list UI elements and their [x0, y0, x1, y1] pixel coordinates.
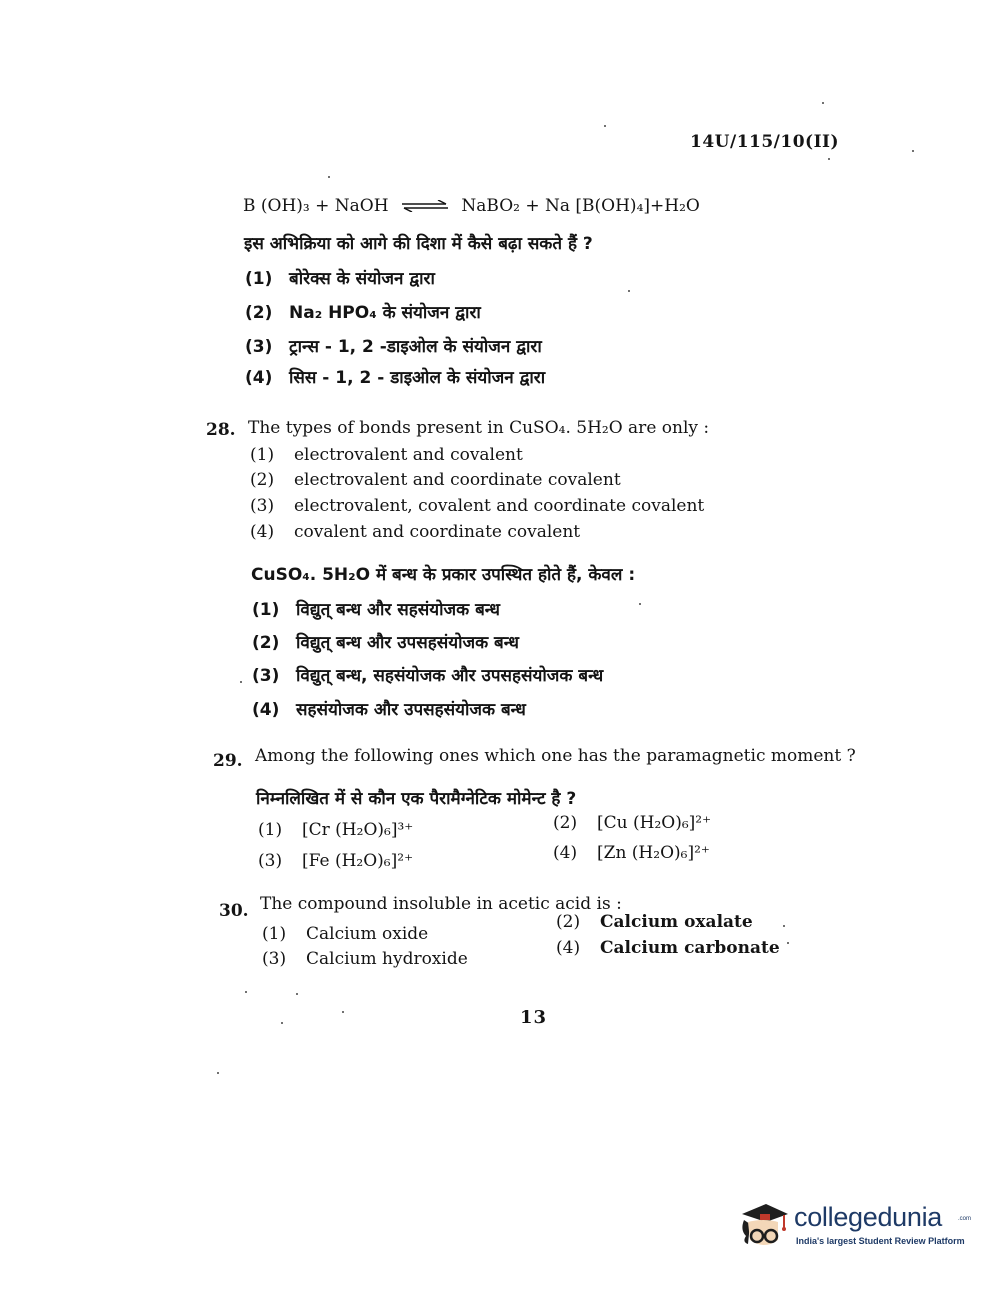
- q30-option-2: [556, 912, 753, 932]
- q28-option-en-4: [250, 522, 580, 542]
- option-text: electrovalent and covalent: [294, 445, 523, 465]
- option-number: (3): [258, 851, 283, 871]
- option-number: (1): [262, 924, 287, 944]
- q29-option-3: [258, 851, 413, 871]
- q27-equation: [243, 196, 700, 217]
- q27-option-3: [245, 334, 542, 357]
- option-number: (3): [262, 949, 287, 969]
- scan-speck: [822, 102, 824, 104]
- scan-speck: [628, 290, 630, 292]
- option-text: बोरेक्स के संयोजन द्वारा: [289, 269, 435, 289]
- scan-speck: [296, 993, 298, 995]
- q28-option-en-1: [250, 445, 523, 465]
- q28-option-hi-1: [252, 597, 500, 620]
- logo-tagline: India's largest Student Review Platform: [796, 1236, 965, 1246]
- option-text: सिस - 1, 2 - डाइओल के संयोजन द्वारा: [289, 368, 546, 388]
- equilibrium-arrow-icon: [400, 197, 450, 217]
- q29-option-4: [553, 843, 710, 863]
- q29-option-1: [258, 820, 413, 840]
- option-number: (2): [250, 470, 275, 490]
- q28-option-hi-2: [252, 630, 519, 653]
- q30-option-4: [556, 938, 780, 958]
- option-text: विद्युत् बन्ध, सहसंयोजक और उपसहसंयोजक बन्ध: [296, 666, 604, 686]
- collegedunia-logo: [736, 1196, 972, 1260]
- q30-option-1: [262, 924, 428, 944]
- q28-option-hi-3: [252, 663, 603, 686]
- scan-speck: [783, 925, 785, 927]
- q28-number: 28.: [206, 420, 236, 440]
- option-number: (2): [252, 633, 280, 653]
- scan-speck: [639, 603, 641, 605]
- option-text: सहसंयोजक और उपसहसंयोजक बन्ध: [296, 700, 526, 720]
- option-number: (4): [252, 700, 280, 720]
- option-text: ट्रान्स - 1, 2 -डाइओल के संयोजन द्वारा: [289, 337, 542, 357]
- option-text: electrovalent and coordinate covalent: [294, 470, 621, 490]
- scan-speck: [281, 1022, 283, 1024]
- option-text: [Cu (H₂O)₆]²⁺: [597, 813, 712, 833]
- q30-option-3: [262, 949, 468, 969]
- option-number: (3): [245, 337, 273, 357]
- option-text: electrovalent, covalent and coordinate covalent: [294, 496, 705, 516]
- q27-option-2: [245, 300, 481, 323]
- page-number: 13: [520, 1007, 548, 1028]
- paper-code: 14U/115/10(II): [690, 132, 840, 152]
- option-text: विद्युत् बन्ध और सहसंयोजक बन्ध: [296, 600, 500, 620]
- scan-speck: [328, 176, 330, 178]
- option-text: Calcium oxalate: [600, 912, 753, 932]
- scan-speck: [604, 125, 606, 127]
- option-number: (3): [252, 666, 280, 686]
- option-number: (3): [250, 496, 275, 516]
- option-text: [Cr (H₂O)₆]³⁺: [302, 820, 414, 840]
- option-text: Calcium carbonate: [600, 938, 780, 958]
- q30-number: 30.: [219, 901, 249, 921]
- option-number: (1): [250, 445, 275, 465]
- q28-question-english: The types of bonds present in CuSO₄. 5H₂O are only :: [248, 418, 710, 438]
- option-number: (4): [556, 938, 581, 958]
- option-number: (2): [553, 813, 578, 833]
- student-mascot-icon: [736, 1200, 790, 1256]
- option-text: covalent and coordinate covalent: [294, 522, 581, 542]
- option-number: (2): [245, 303, 273, 323]
- option-number: (1): [245, 269, 273, 289]
- scan-speck: [240, 681, 242, 683]
- scan-speck: [787, 942, 789, 944]
- q28-question-hindi: CuSO₄. 5H₂O में बन्ध के प्रकार उपस्थित होते हैं, केवल :: [251, 565, 636, 585]
- scan-speck: [912, 150, 914, 152]
- scan-speck: [828, 158, 830, 160]
- q29-question-english: Among the following ones which one has the paramagnetic moment ?: [255, 746, 856, 766]
- q27-option-4: [245, 365, 545, 388]
- q27-equation-right: NaBO₂ + Na [B(OH)₄]+H₂O: [461, 196, 700, 216]
- q28-option-en-2: [250, 470, 621, 490]
- q28-option-en-3: [250, 496, 704, 516]
- scan-speck: [342, 1011, 344, 1013]
- option-number: (1): [252, 600, 280, 620]
- q30-question-english: The compound insoluble in acetic acid is :: [260, 894, 622, 914]
- option-text: Calcium oxide: [306, 924, 429, 944]
- option-number: (4): [250, 522, 275, 542]
- option-number: (4): [553, 843, 578, 863]
- option-text: Calcium hydroxide: [306, 949, 468, 969]
- q27-option-1: [245, 266, 435, 289]
- q29-number: 29.: [213, 751, 243, 771]
- logo-wordmark: collegedunia: [794, 1202, 943, 1232]
- option-text: [Fe (H₂O)₆]²⁺: [302, 851, 414, 871]
- scan-speck: [245, 991, 247, 993]
- option-number: (2): [556, 912, 581, 932]
- option-text: [Zn (H₂O)₆]²⁺: [597, 843, 710, 863]
- logo-com: .com: [958, 1216, 972, 1222]
- q29-option-2: [553, 813, 711, 833]
- q29-question-hindi: निम्नलिखित में से कौन एक पैरामैग्नेटिक मोमेन्ट है ?: [256, 789, 577, 809]
- option-number: (4): [245, 368, 273, 388]
- q28-option-hi-4: [252, 697, 526, 720]
- q27-equation-left: B (OH)₃ + NaOH: [243, 196, 389, 216]
- option-number: (1): [258, 820, 283, 840]
- scan-speck: [217, 1072, 219, 1074]
- option-text: विद्युत् बन्ध और उपसहसंयोजक बन्ध: [296, 633, 519, 653]
- q27-question-hindi: इस अभिक्रिया को आगे की दिशा में कैसे बढ़ा सकते हैं ?: [244, 234, 593, 254]
- option-text: Na₂ HPO₄ के संयोजन द्वारा: [289, 303, 481, 323]
